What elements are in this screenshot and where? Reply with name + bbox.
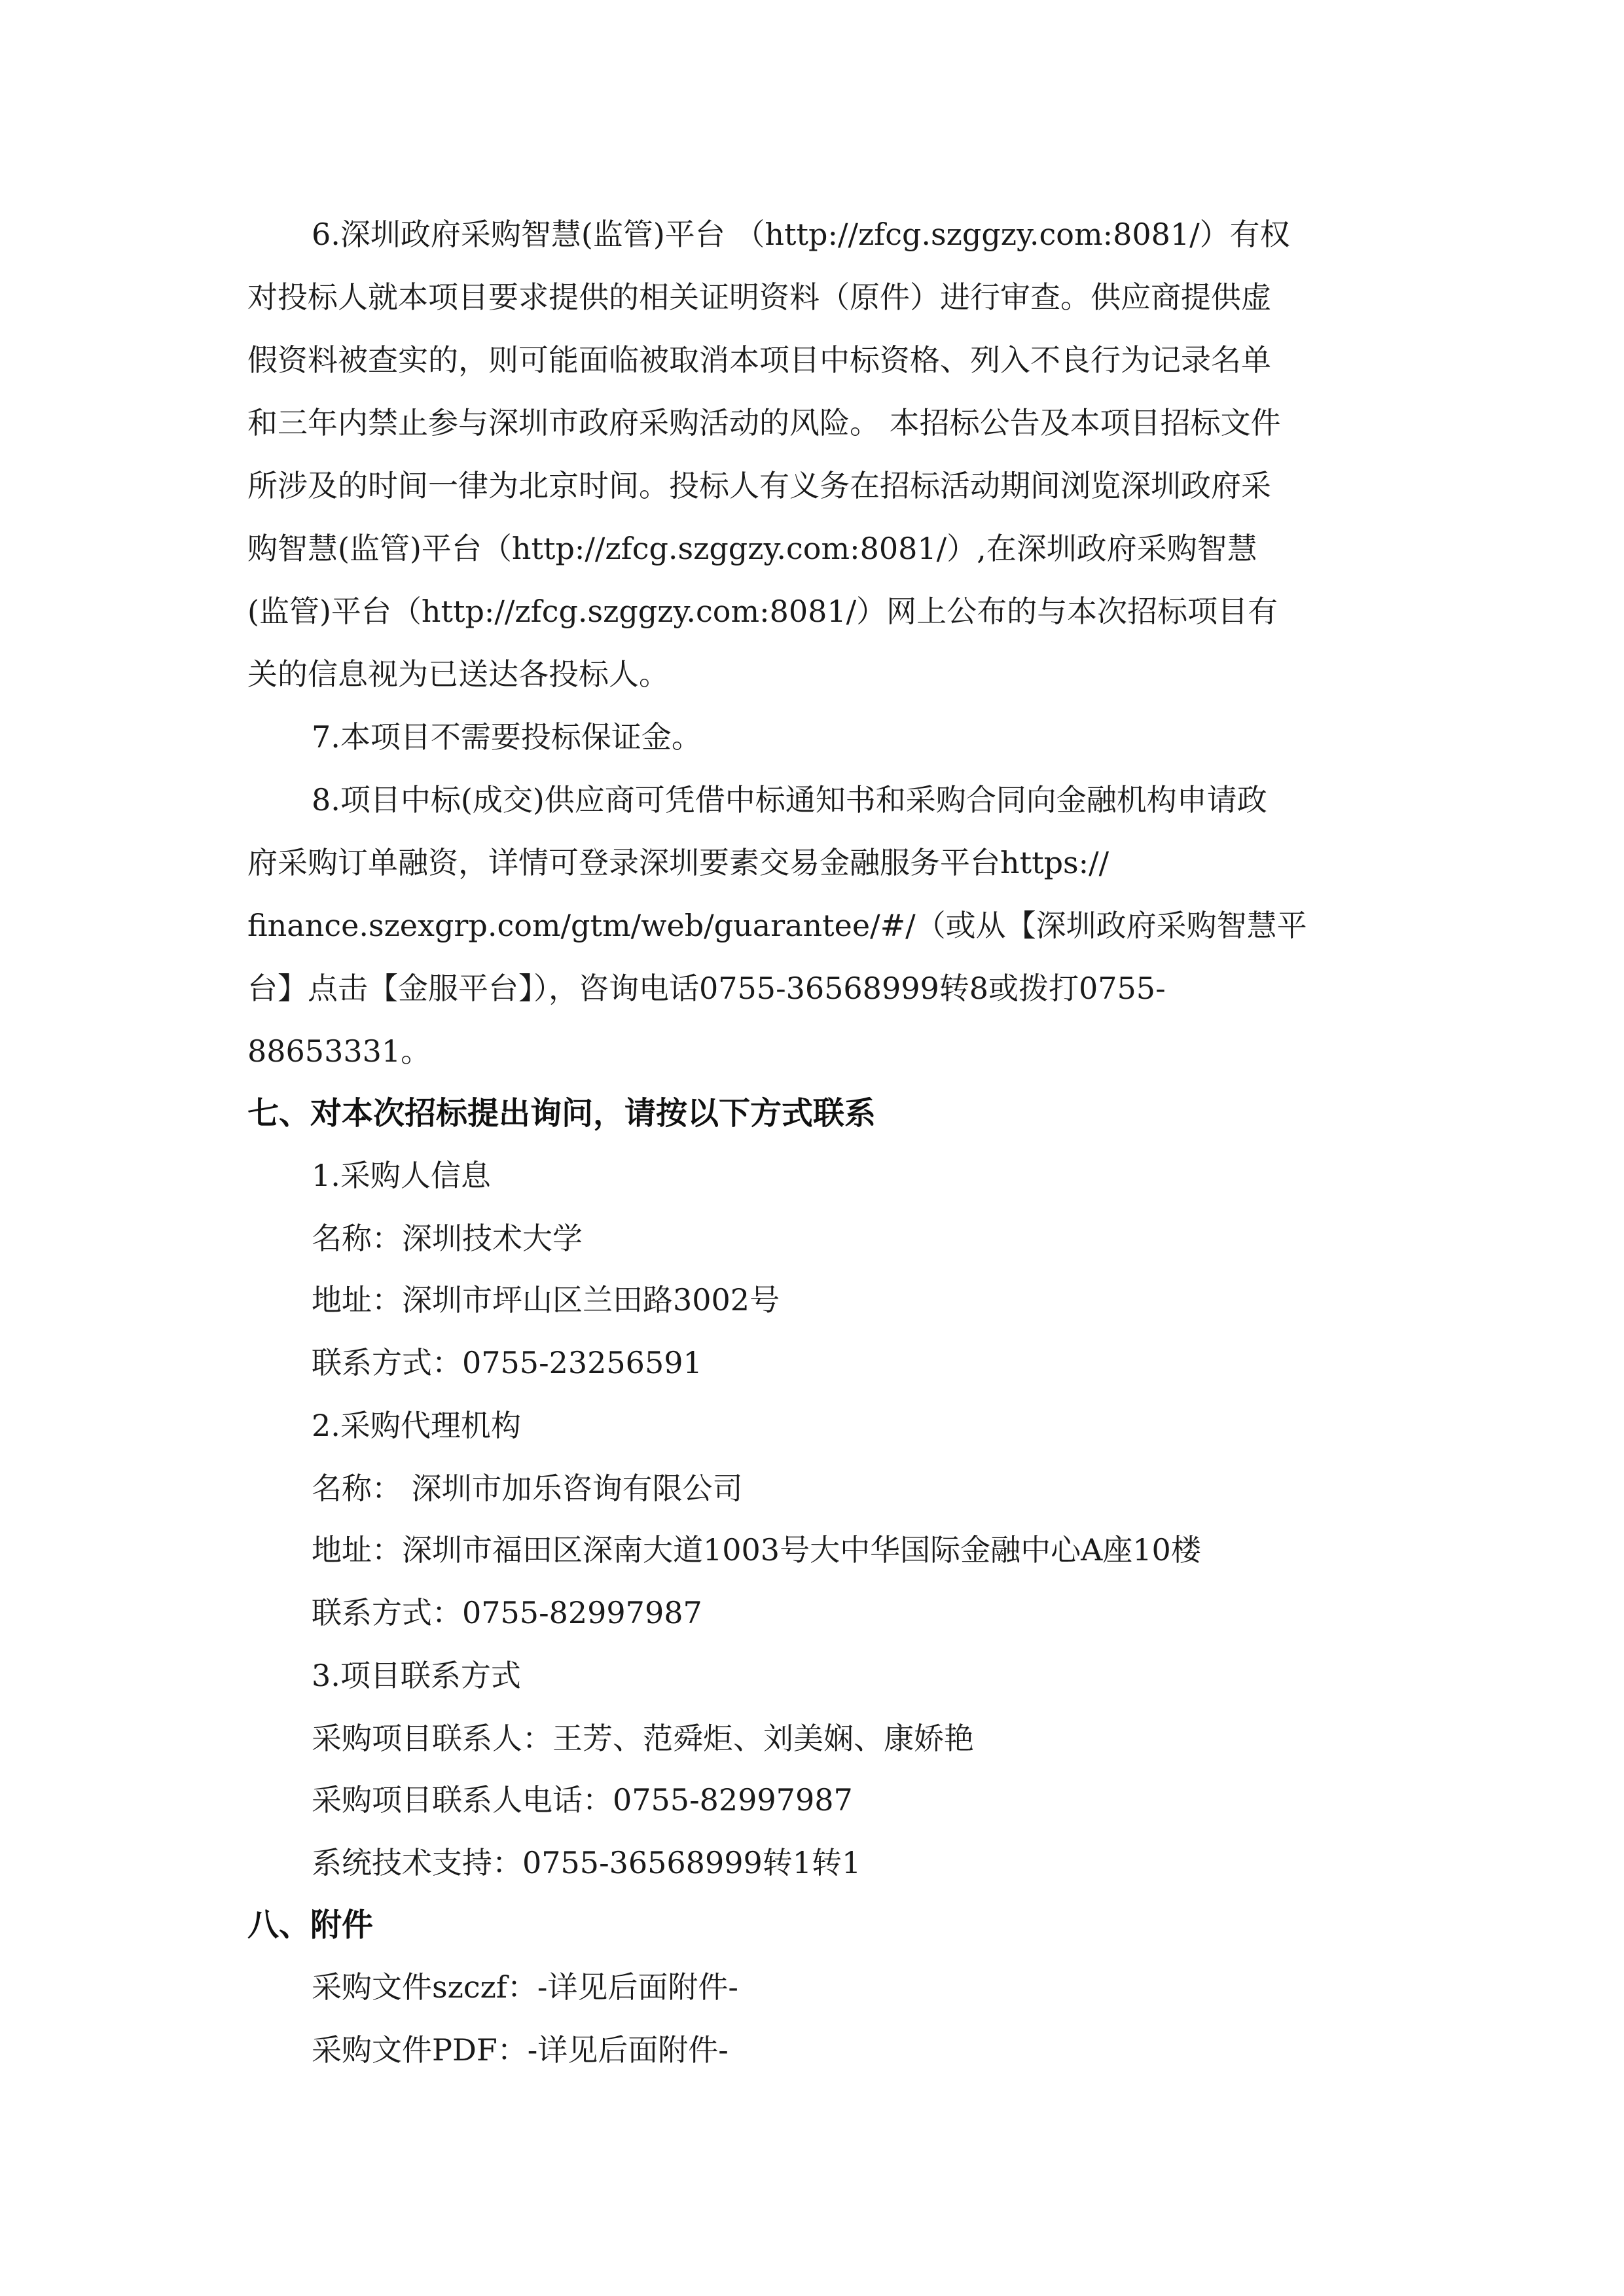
item8-line-5: 88653331。 [247,1033,431,1069]
project-contact-persons: 采购项目联系人：王芳、范舜炬、刘美娴、康娇艳 [312,1721,974,1756]
item7-text: 7.本项目不需要投标保证金。 [312,719,702,755]
agency-name: 名称： 深圳市加乐咨询有限公司 [312,1471,743,1506]
section7-heading: 七、对本次招标提出询问，请按以下方式联系 [247,1095,876,1132]
project-contact-phone: 采购项目联系人电话：0755-82997987 [312,1782,853,1818]
purchaser-contact: 联系方式：0755-23256591 [312,1345,702,1380]
item6-line-7: (监管)平台（http://zfcg.szggzy.com:8081/）网上公布的与本次招标项目有 [247,594,1278,629]
tech-support: 系统技术支持：0755-36568999转1转1 [312,1845,861,1880]
project-contact-title: 3.项目联系方式 [312,1658,521,1693]
item6-line-4: 和三年内禁止参与深圳市政府采购活动的风险。 本招标公告及本项目招标文件 [247,405,1281,440]
section8-heading: 八、附件 [247,1907,374,1943]
item6-line-6: 购智慧(监管)平台（http://zfcg.szggzy.com:8081/）,在深圳政府采购智慧 [247,531,1257,566]
item8-line-1: 8.项目中标(成交)供应商可凭借中标通知书和采购合同向金融机构申请政 [312,782,1267,817]
agency-contact: 联系方式：0755-82997987 [312,1595,702,1630]
attachment-szczf[interactable]: 采购文件szczf：-详见后面附件- [312,1969,738,2005]
item6-line-2: 对投标人就本项目要求提供的相关证明资料（原件）进行审查。供应商提供虚 [247,279,1271,315]
agency-title: 2.采购代理机构 [312,1408,521,1443]
item6-line-3: 假资料被查实的，则可能面临被取消本项目中标资格、列入不良行为记录名单 [247,342,1271,378]
item6-line-5: 所涉及的时间一律为北京时间。投标人有义务在招标活动期间浏览深圳政府采 [247,468,1271,503]
agency-address: 地址：深圳市福田区深南大道1003号大中华国际金融中心A座10楼 [312,1532,1201,1568]
purchaser-title: 1.采购人信息 [312,1158,491,1193]
attachment-pdf[interactable]: 采购文件PDF：-详见后面附件- [312,2032,729,2068]
item8-line-4: 台】点击【金服平台】），咨询电话0755-36568999转8或拨打0755- [247,971,1166,1006]
item6-line-8: 关的信息视为已送达各投标人。 [247,656,669,692]
purchaser-name: 名称：深圳技术大学 [312,1221,583,1256]
item6-line-1: 6.深圳政府采购智慧(监管)平台 （http://zfcg.szggzy.com:8081/）有权 [312,217,1290,252]
item8-line-3: finance.szexgrp.com/gtm/web/guarantee/#/（或从【深圳政府采购智慧平 [247,908,1307,943]
item8-line-2: 府采购订单融资，详情可登录深圳要素交易金融服务平台https:// [247,845,1110,880]
purchaser-address: 地址：深圳市坪山区兰田路3002号 [312,1282,780,1318]
